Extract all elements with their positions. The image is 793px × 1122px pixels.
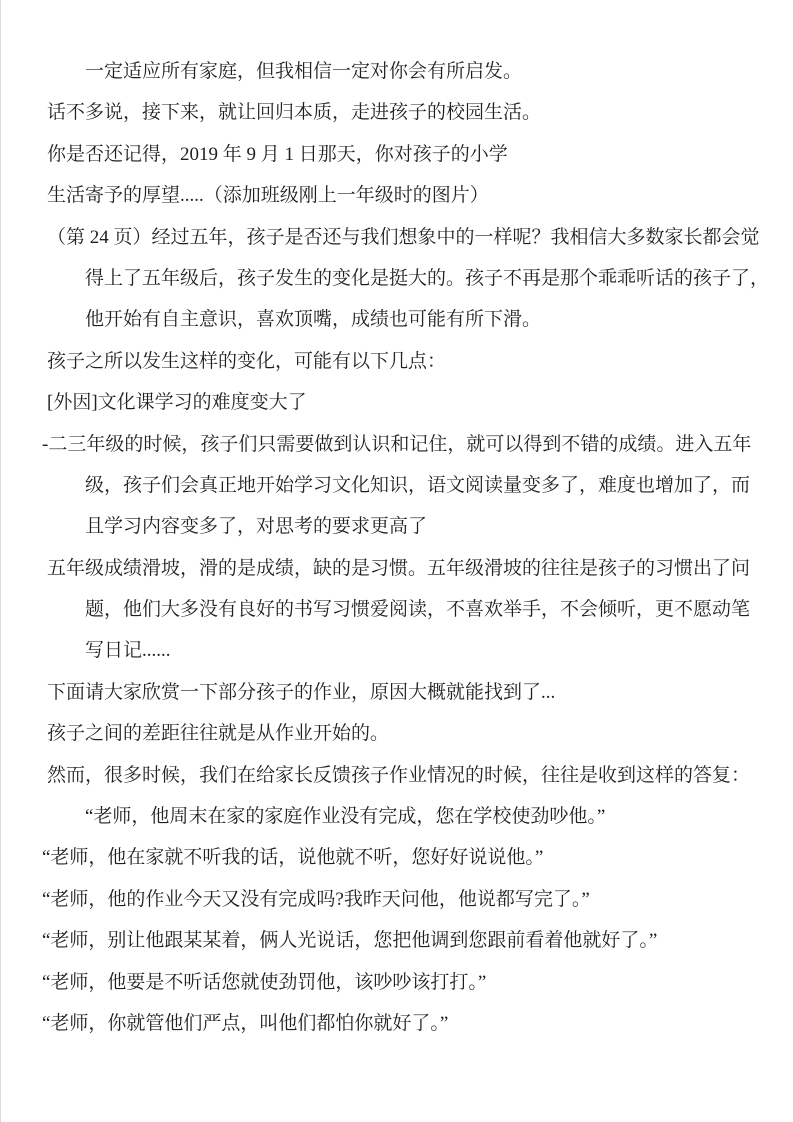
text-line: 题，他们大多没有良好的书写习惯爱阅读，不喜欢举手，不会倾听，更不愿动笔	[85, 599, 751, 621]
text-line: 级，孩子们会真正地开始学习文化知识，语文阅读量变多了，难度也增加了，而	[85, 474, 751, 496]
document-body-text	[42, 51, 770, 1044]
text-line: -二三年级的时候，孩子们只需要做到认识和记住，就可以得到不错的成绩。进入五年	[42, 433, 752, 455]
text-line: “老师，别让他跟某某着，俩人光说话，您把他调到您跟前看着他就好了。”	[42, 930, 658, 952]
text-line: 且学习内容变多了，对思考的要求更高了	[85, 516, 428, 538]
text-line: [外因]文化课学习的难度变大了	[47, 392, 307, 414]
text-line: “老师，他周末在家的家庭作业没有完成，您在学校使劲吵他。”	[85, 806, 606, 828]
text-line: 话不多说，接下来，就让回归本质，走进孩子的校园生活。	[47, 102, 542, 124]
text-line: “老师，他在家就不听我的话，说他就不听，您好好说说他。”	[42, 847, 544, 869]
text-line: “老师，你就管他们严点，叫他们都怕你就好了。”	[42, 1012, 449, 1034]
text-line: （第 24 页）经过五年，孩子是否还与我们想象中的一样呢？我相信大多数家长都会觉	[47, 226, 760, 248]
text-line: 孩子之间的差距往往就是从作业开始的。	[47, 723, 390, 745]
text-line: 得上了五年级后，孩子发生的变化是挺大的。孩子不再是那个乖乖听话的孩子了，	[85, 267, 770, 289]
text-line: 下面请大家欣赏一下部分孩子的作业，原因大概就能找到了...	[47, 681, 556, 703]
text-line: 五年级成绩滑坡，滑的是成绩，缺的是习惯。五年级滑坡的往往是孩子的习惯出了问	[47, 557, 751, 579]
text-line: 他开始有自主意识，喜欢顶嘴，成绩也可能有所下滑。	[85, 309, 542, 331]
text-line: “老师，他要是不听话您就使劲罚他，该吵吵该打打。”	[42, 971, 487, 993]
text-line: 生活寄予的厚望.....（添加班级刚上一年级时的图片）	[47, 185, 489, 207]
text-line: 然而，很多时候，我们在给家长反馈孩子作业情况的时候，往往是收到这样的答复：	[47, 764, 751, 786]
text-line: 孩子之所以发生这样的变化，可能有以下几点：	[47, 350, 447, 372]
text-line: “老师，他的作业今天又没有完成吗?我昨天问他，他说都写完了。”	[42, 888, 590, 910]
page-edge-line	[0, 0, 1, 1122]
text-line: 写日记......	[85, 640, 171, 662]
text-line: 你是否还记得，2019 年 9 月 1 日那天，你对孩子的小学	[47, 143, 508, 165]
text-line: 一定适应所有家庭，但我相信一定对你会有所启发。	[85, 61, 523, 82]
